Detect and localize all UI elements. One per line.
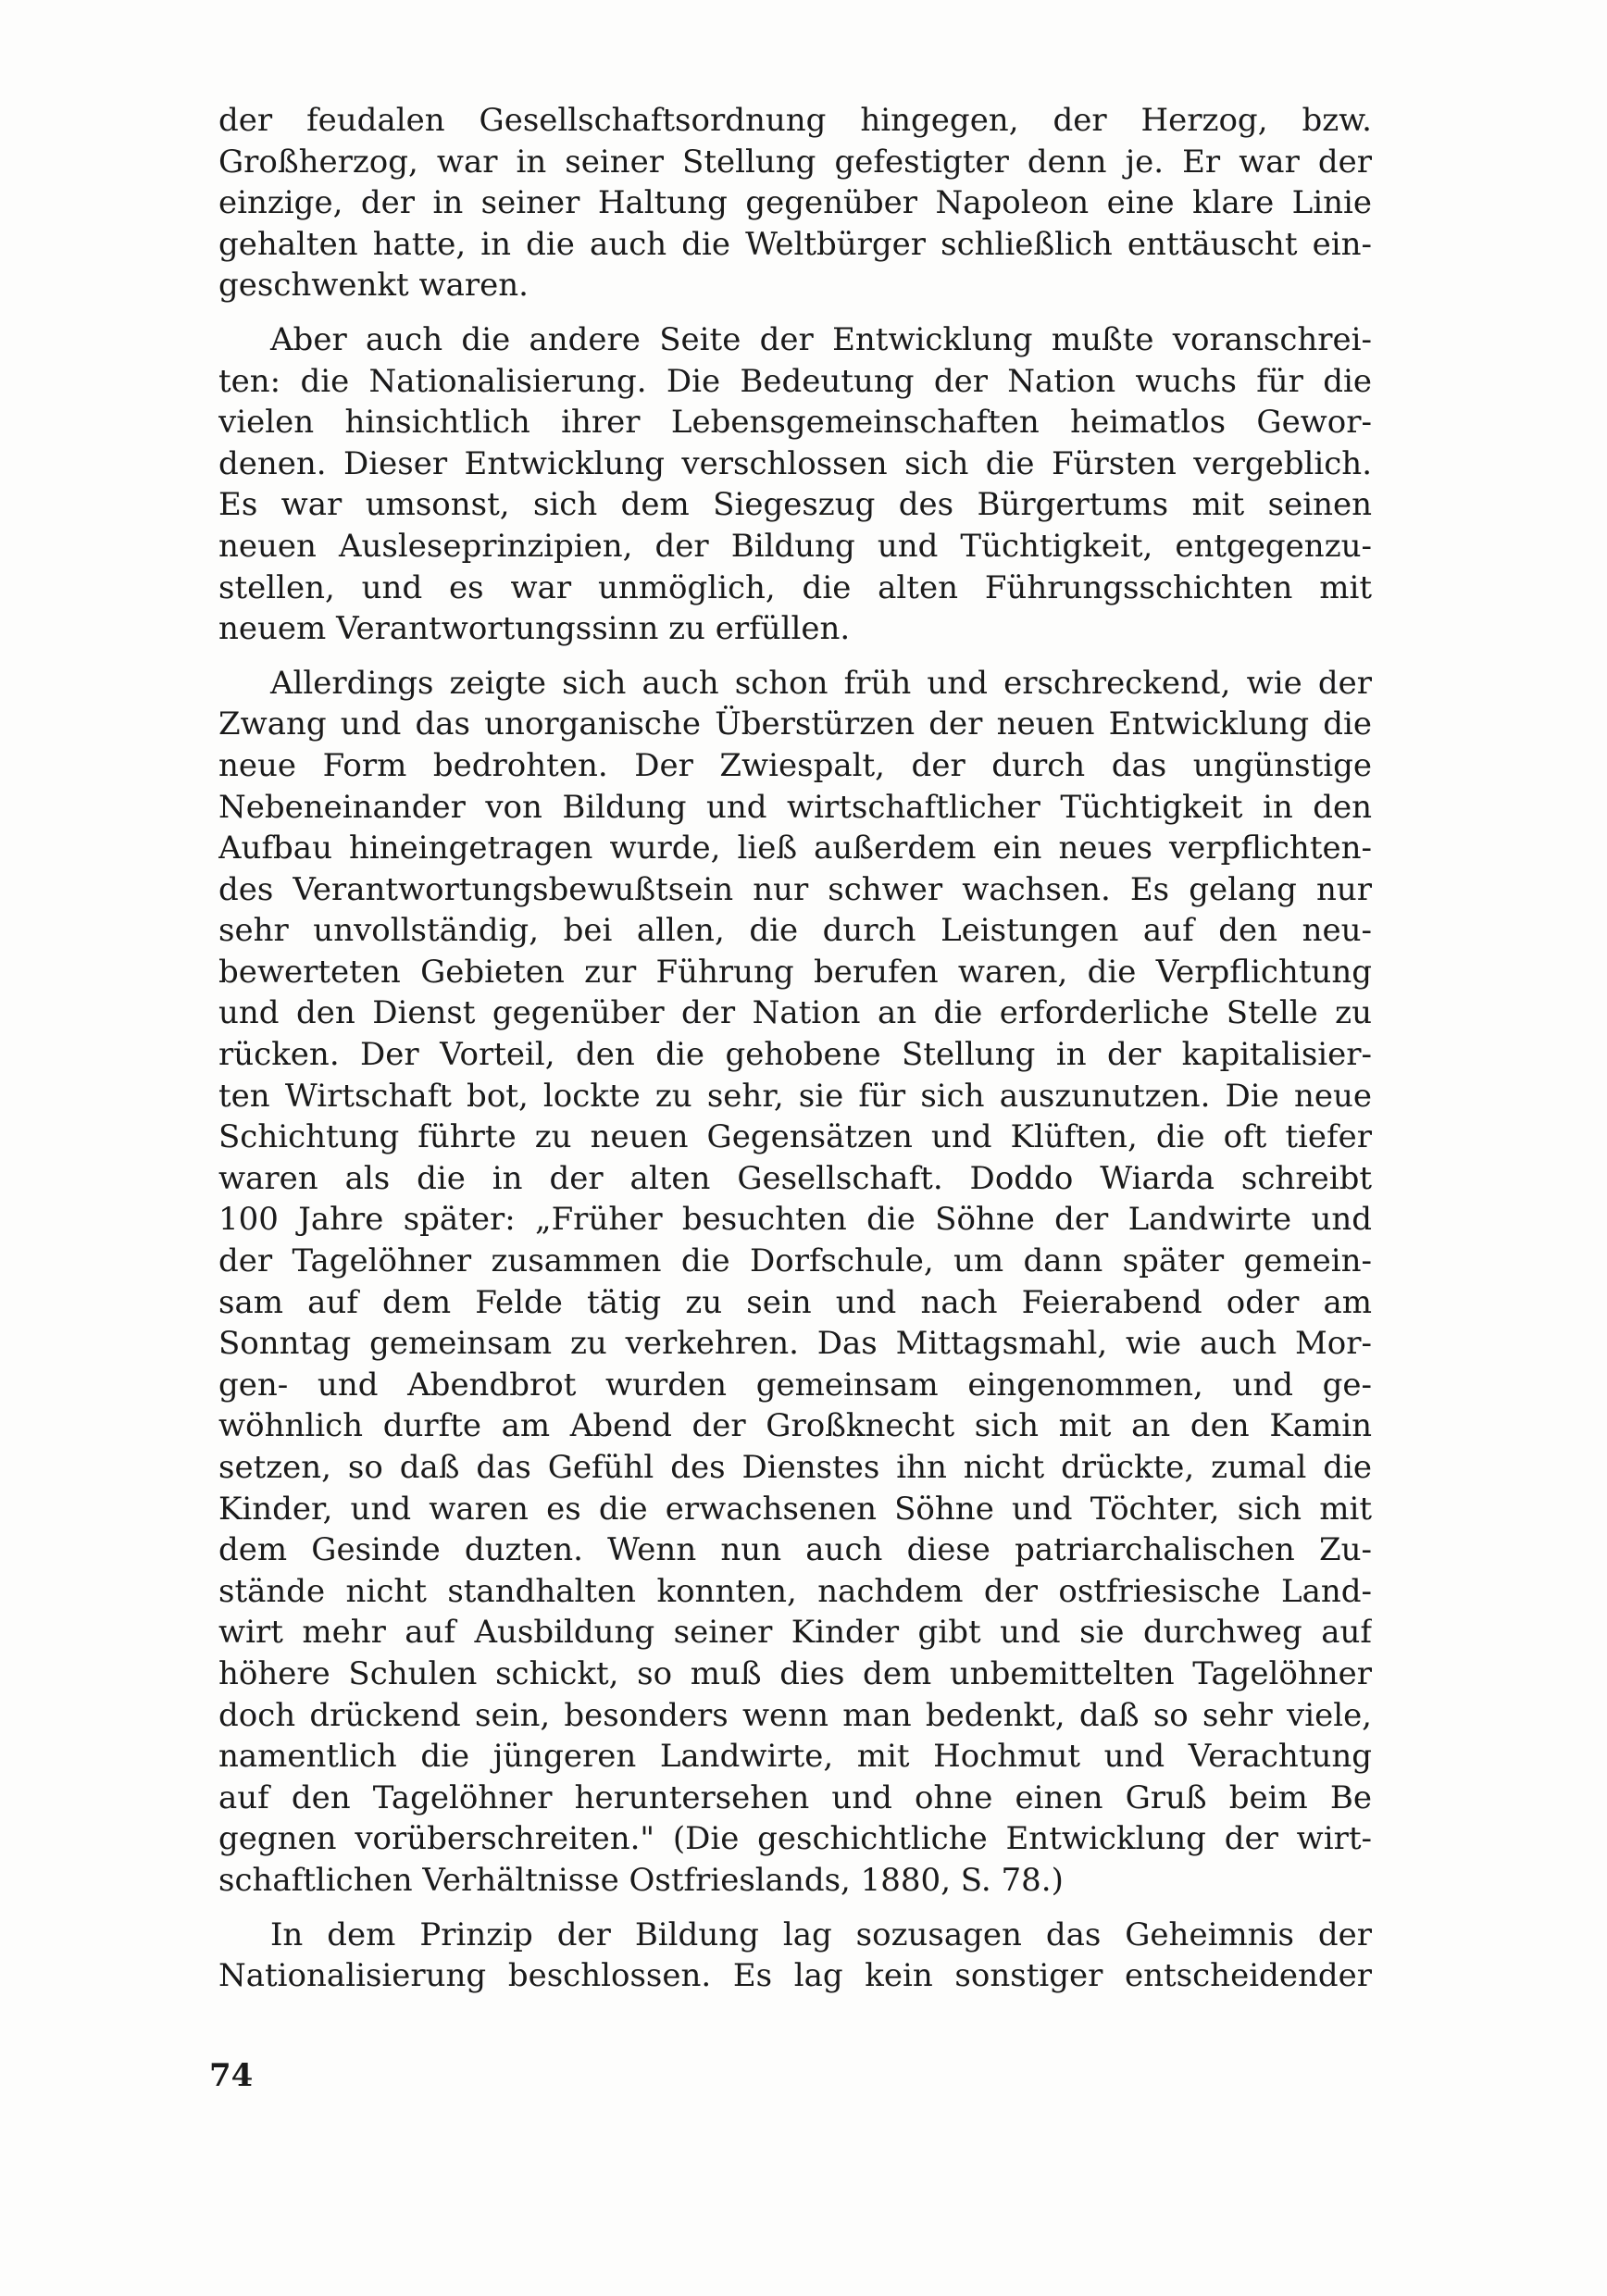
paragraph-gap <box>218 1902 1372 1915</box>
text-line: Es war umsonst, sich dem Siegeszug des Bürgertums mit seinen <box>218 486 1372 524</box>
text-line: einzige, der in seiner Haltung gegenüber Napoleon eine klare Linie <box>218 184 1372 222</box>
text-line: Nebeneinander von Bildung und wirtschaftlicher Tüchtigkeit in den <box>218 788 1372 826</box>
text-line: setzen, so daß das Gefühl des Dienstes ihn nicht drückte, zumal die <box>218 1449 1372 1486</box>
text-line: wöhnlich durfte am Abend der Großknecht sich mit an den Kamin <box>218 1407 1372 1445</box>
paragraph-gap <box>218 650 1372 663</box>
text-line: bewerteten Gebieten zur Führung berufen waren, die Verpflichtung <box>218 953 1372 991</box>
text-line: sehr unvollständig, bei allen, die durch Leistungen auf den neu- <box>218 912 1372 950</box>
page-number: 74 <box>209 2057 254 2094</box>
text-line: stände nicht standhalten konnten, nachdem der ostfriesische Land- <box>218 1572 1372 1610</box>
text-line: gegnen vorüberschreiten." (Die geschichtliche Entwicklung der wirt- <box>218 1820 1372 1858</box>
text-line: höhere Schulen schickt, so muß dies dem unbemittelten Tagelöhner <box>218 1654 1372 1692</box>
text-line: Zwang und das unorganische Überstürzen der neuen Entwicklung die <box>218 705 1372 743</box>
text-line: In dem Prinzip der Bildung lag sozusagen das Geheimnis der <box>270 1915 1372 1953</box>
text-line: sam auf dem Felde tätig zu sein und nach Feierabend oder am <box>218 1283 1372 1321</box>
text-line: neuen Ausleseprinzipien, der Bildung und Tüchtigkeit, entgegenzu- <box>218 527 1372 565</box>
paragraph-gap <box>218 306 1372 319</box>
text-line: ten Wirtschaft bot, lockte zu sehr, sie für sich auszunutzen. Die neue <box>218 1077 1372 1115</box>
text-line: der feudalen Gesellschaftsordnung hingegen, der Herzog, bzw. <box>218 102 1372 139</box>
text-line: 100 Jahre später: „Früher besuchten die Söhne der Landwirte und <box>218 1201 1372 1239</box>
text-line: dem Gesinde duzten. Wenn nun auch diese patriarchalischen Zu- <box>218 1531 1372 1569</box>
text-line: Großherzog, war in seiner Stellung gefestigter denn je. Er war der <box>218 143 1372 181</box>
text-line: gehalten hatte, in die auch die Weltbürger schließlich enttäuscht ein- <box>218 225 1372 263</box>
text-line: schaftlichen Verhältnisse Ostfrieslands, 1880, S. 78.) <box>218 1861 1064 1899</box>
text-line: Sonntag gemeinsam zu verkehren. Das Mittagsmahl, wie auch Mor- <box>218 1325 1372 1363</box>
text-line: Aufbau hineingetragen wurde, ließ außerdem ein neues verpflichten- <box>218 830 1372 867</box>
text-line: doch drückend sein, besonders wenn man bedenkt, daß so sehr viele, <box>218 1696 1372 1734</box>
text-line: rücken. Der Vorteil, den die gehobene Stellung in der kapitalisier- <box>218 1036 1372 1074</box>
text-line: vielen hinsichtlich ihrer Lebensgemeinschaften heimatlos Gewor- <box>218 404 1372 442</box>
text-line: neuem Verantwortungssinn zu erfüllen. <box>218 610 851 648</box>
text-line: ten: die Nationalisierung. Die Bedeutung der Nation wuchs für die <box>218 362 1372 400</box>
text-line: der Tagelöhner zusammen die Dorfschule, um dann später gemein- <box>218 1242 1372 1280</box>
text-line: des Verantwortungsbewußtsein nur schwer wachsen. Es gelang nur <box>218 870 1372 908</box>
text-line: Aber auch die andere Seite der Entwicklung mußte voranschrei- <box>270 320 1372 358</box>
text-line: denen. Dieser Entwicklung verschlossen sich die Fürsten vergeblich. <box>218 444 1372 482</box>
body-text <box>218 100 1372 1997</box>
text-line: Kinder, und waren es die erwachsenen Söhne und Töchter, sich mit <box>218 1490 1372 1528</box>
text-line: wirt mehr auf Ausbildung seiner Kinder gibt und sie durchweg auf <box>218 1614 1372 1652</box>
text-line: geschwenkt waren. <box>218 267 529 305</box>
text-line: auf den Tagelöhner heruntersehen und ohne einen Gruß beim Be <box>218 1778 1372 1816</box>
text-line: neue Form bedrohten. Der Zwiespalt, der durch das ungünstige <box>218 746 1372 784</box>
text-line: waren als die in der alten Gesellschaft. Doddo Wiarda schreibt <box>218 1159 1372 1197</box>
text-line: Allerdings zeigte sich auch schon früh und erschreckend, wie der <box>270 664 1372 702</box>
text-line: stellen, und es war unmöglich, die alten Führungsschichten mit <box>218 568 1372 606</box>
text-line: gen- und Abendbrot wurden gemeinsam eingenommen, und ge- <box>218 1366 1372 1404</box>
text-line: Nationalisierung beschlossen. Es lag kein sonstiger entscheidender <box>218 1957 1372 1995</box>
text-line: namentlich die jüngeren Landwirte, mit Hochmut und Verachtung <box>218 1738 1372 1776</box>
text-line: Schichtung führte zu neuen Gegensätzen und Klüften, die oft tiefer <box>218 1118 1372 1156</box>
text-line: und den Dienst gegenüber der Nation an die erforderliche Stelle zu <box>218 994 1372 1032</box>
